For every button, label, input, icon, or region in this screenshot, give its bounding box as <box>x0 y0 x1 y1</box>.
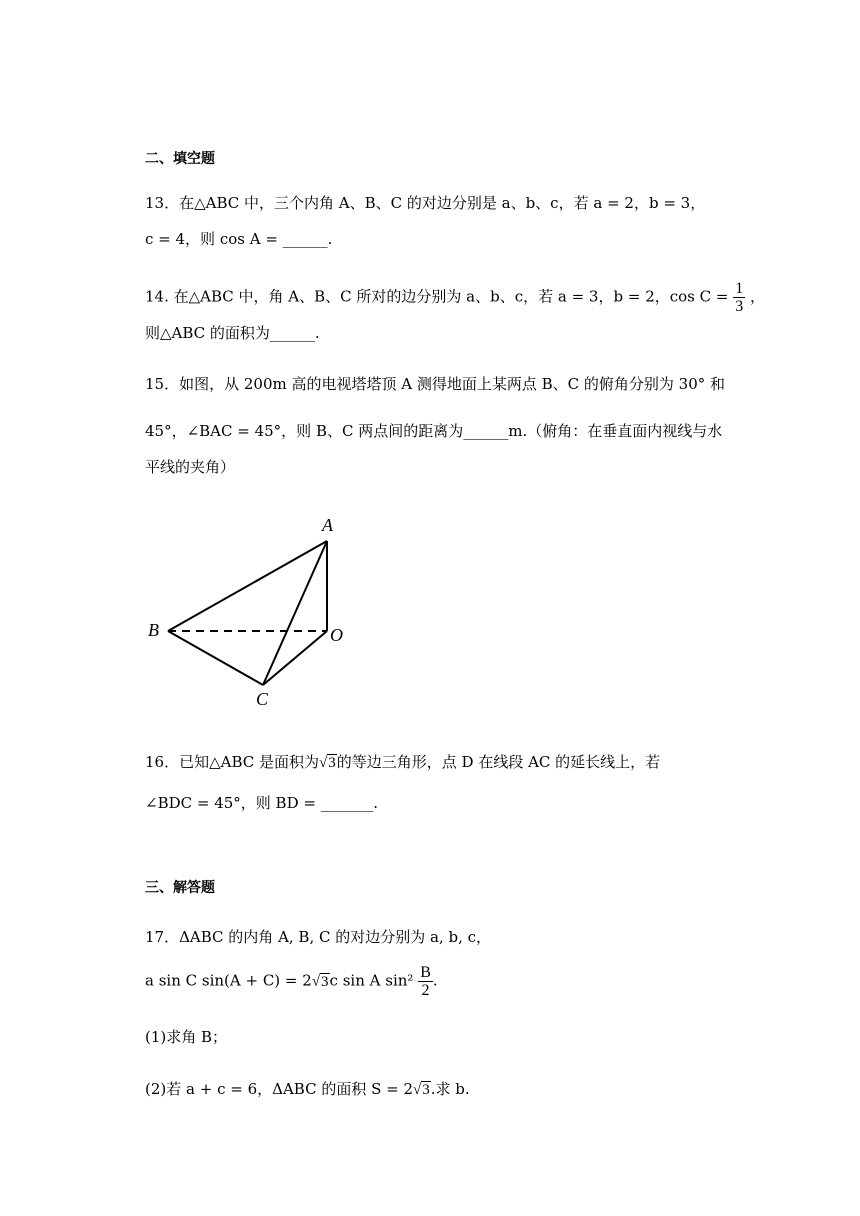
section-title-answer: 三、解答题 <box>145 880 215 896</box>
formula-text-c: . <box>432 971 438 990</box>
question-14-text-b: ， <box>750 287 766 306</box>
question-14-text-a: 14. 在△ABC 中，角 A、B、C 所对的边分别为 a、b、c，若 a = 3，b = 2，cos C = <box>145 287 729 306</box>
sqrt-three-part2: √3 <box>413 1082 430 1098</box>
question-16-text-a: 16．已知△ABC 是面积为 <box>145 753 320 771</box>
formula-text-a: a sin C sin(A + C) = 2 <box>145 971 312 990</box>
question-17-line-1: 17．ΔABC 的内角 A, B, C 的对边分别为 a, b, c， <box>145 928 492 946</box>
question-13-line-1: 13．在△ABC 中，三个内角 A、B、C 的对边分别是 a、b、c，若 a = 2，b = 3， <box>145 194 706 212</box>
label-c: C <box>256 689 269 709</box>
question-14-line-2: 则△ABC 的面积为______. <box>145 324 320 342</box>
label-a: A <box>322 515 333 535</box>
section-title-fill-in: 二、填空题 <box>145 151 215 167</box>
label-o: O <box>330 625 343 645</box>
question-16-line-2: ∠BDC = 45°，则 BD = _______. <box>145 794 378 812</box>
edge-bc <box>168 631 263 685</box>
fraction-one-third <box>733 280 745 315</box>
question-16-text-b: 的等边三角形，点 D 在线段 AC 的延长线上，若 <box>336 753 661 771</box>
sqrt-radicand: 3 <box>328 755 336 771</box>
fraction-b-over-2 <box>418 964 433 999</box>
formula-text-b: c sin A sin² <box>329 971 419 990</box>
question-17-part-2 <box>145 1078 470 1101</box>
edge-ab <box>168 541 327 631</box>
question-16-line-1 <box>145 751 660 774</box>
fraction-numerator: 1 <box>735 280 744 297</box>
question-15-line-2: 45°，∠BAC = 45°，则 B、C 两点间的距离为______m.（俯角：在垂直面内视线与水 <box>145 422 723 440</box>
question-13-line-2: c = 4，则 cos A = ______. <box>145 230 333 248</box>
sqrt-three-formula: √3 <box>311 973 329 990</box>
fraction-numerator: B <box>420 964 431 981</box>
question-14-line-1 <box>145 280 765 315</box>
fraction-denominator: 2 <box>421 982 430 999</box>
part-2-text-a: (2)若 a + c = 6，ΔABC 的面积 S = 2 <box>145 1080 414 1098</box>
question-15-line-1: 15．如图，从 200m 高的电视塔塔顶 A 测得地面上某两点 B、C 的俯角分别为 30° 和 <box>145 375 726 393</box>
fraction-denominator: 3 <box>735 298 744 315</box>
edge-ac <box>263 541 327 685</box>
part-2-text-b: .求 b. <box>430 1080 470 1098</box>
sqrt-three: √3 <box>319 755 336 771</box>
question-17-formula <box>145 964 438 999</box>
sqrt-radicand: 3 <box>321 973 329 990</box>
sqrt-radicand: 3 <box>422 1082 430 1098</box>
label-b: B <box>148 620 159 640</box>
question-17-part-1: (1)求角 B； <box>145 1028 228 1046</box>
edge-oc <box>263 631 327 685</box>
question-15-line-3: 平线的夹角） <box>145 458 236 476</box>
